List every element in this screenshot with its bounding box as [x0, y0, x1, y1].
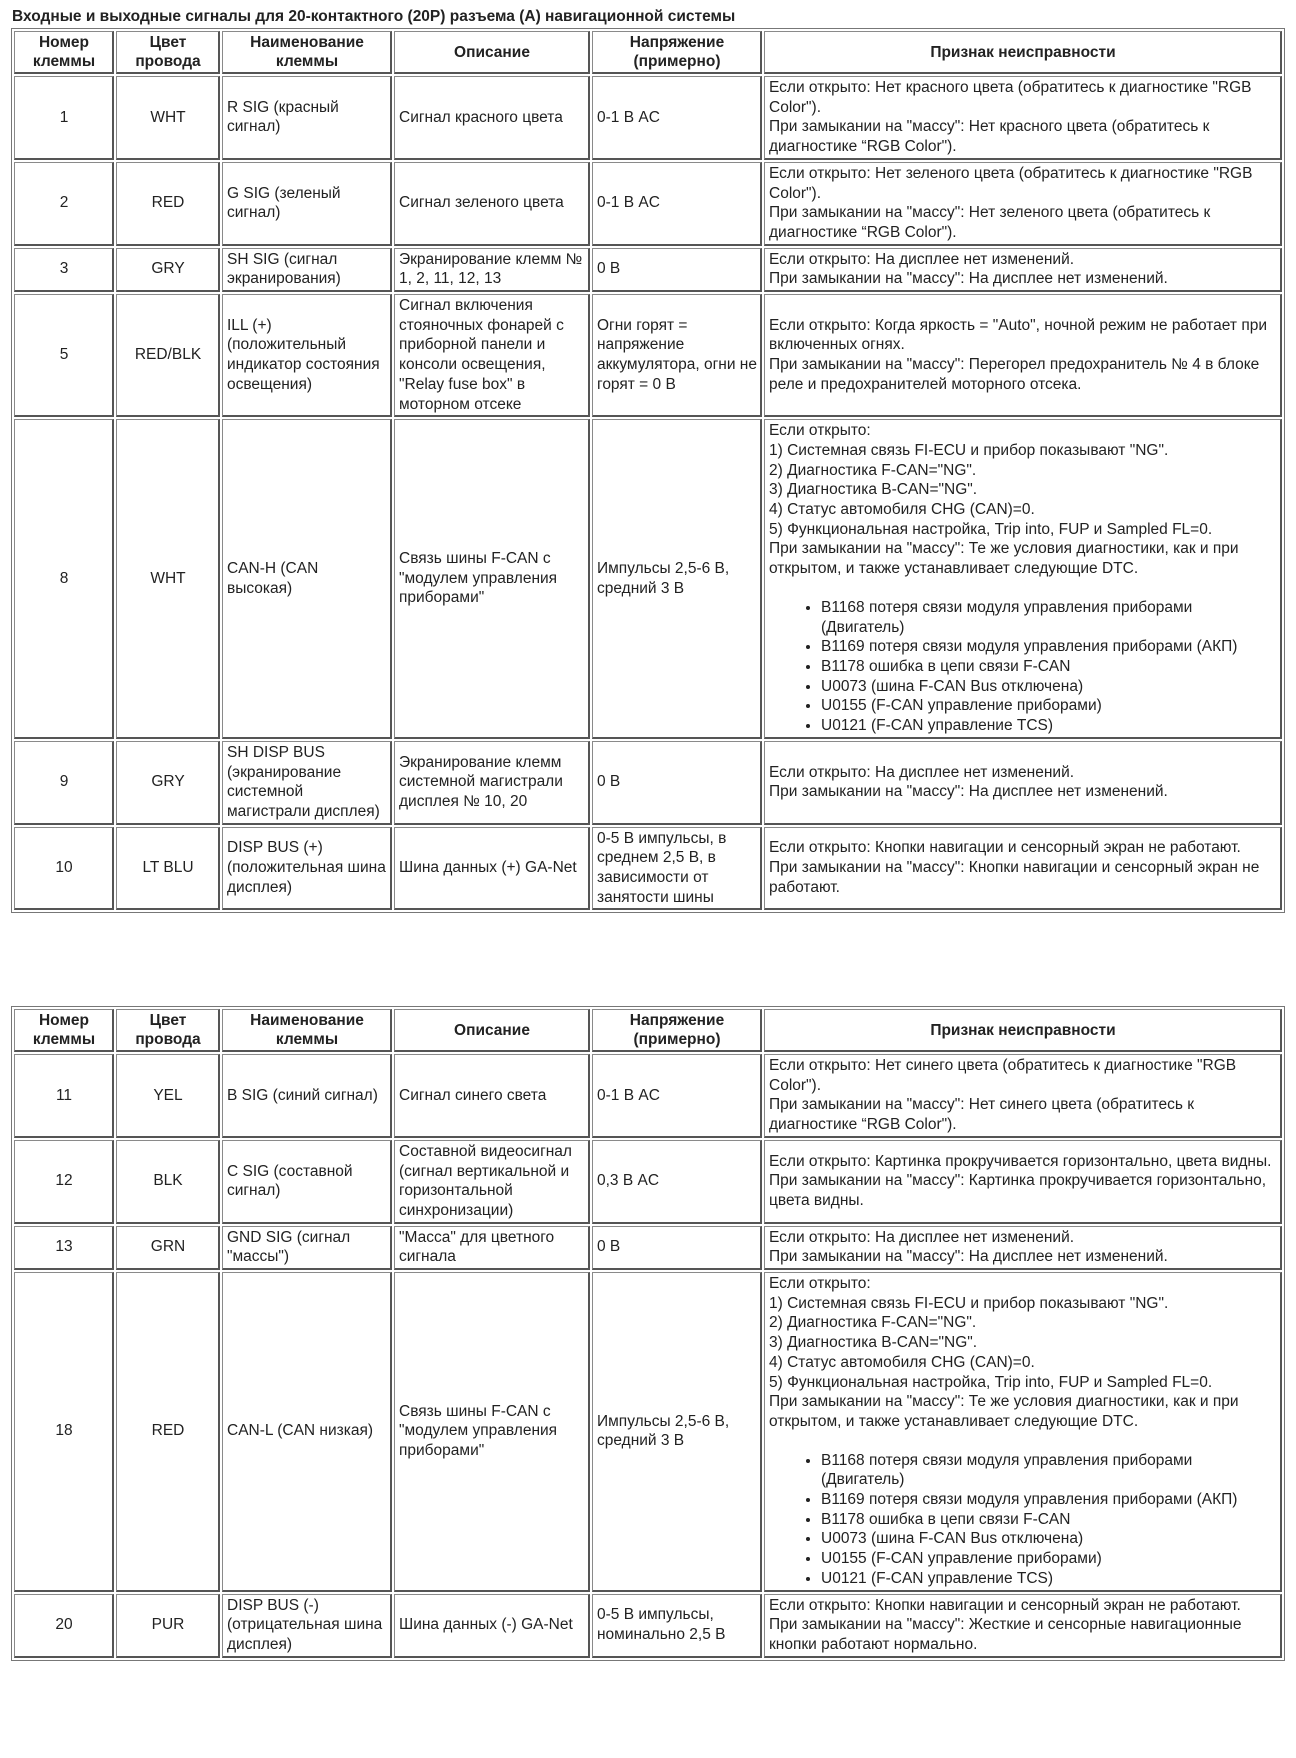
page-title: Входные и выходные сигналы для 20-контактного (20P) разъема (A) навигационной системы: [12, 8, 736, 25]
fault-cell: [764, 827, 1282, 911]
fault-line: Если открыто: На дисплее нет изменений.: [769, 763, 1075, 781]
description-cell: Связь шины F-CAN с "модулем управления приборами": [394, 419, 590, 739]
voltage-cell: 0 В: [592, 741, 762, 825]
dtc-list: [769, 598, 1277, 736]
dtc-list-item: • B1169 потеря связи модуля управления приборами (АКП): [821, 637, 1277, 657]
pin-number-cell: 18: [14, 1272, 114, 1592]
fault-line: При замыкании на "массу": На дисплее нет изменений.: [769, 270, 1168, 288]
fault-line: При замыкании на "массу": Картинка прокручивается горизонтально, цвета видны.: [769, 1172, 1267, 1210]
description-cell: Сигнал красного цвета: [394, 76, 590, 160]
fault-cell: [764, 1140, 1282, 1224]
terminal-name-cell: DISP BUS (-) (отрицательная шина дисплея): [222, 1594, 392, 1658]
terminal-name-cell: C SIG (составной сигнал): [222, 1140, 392, 1224]
table-row: [14, 1594, 1282, 1658]
header-desc: Описание: [394, 31, 590, 74]
fault-line: При замыкании на "массу": Перегорел предохранитель № 4 в блоке реле и предохранителей моторного отсека.: [769, 356, 1260, 393]
voltage-cell: 0,3 В AC: [592, 1140, 762, 1224]
fault-line: Если открыто: Нет зеленого цвета (обратитесь к диагностике "RGB Color").: [769, 164, 1253, 202]
terminal-name-cell: SH SIG (сигнал экранирования): [222, 248, 392, 292]
pin-number-cell: 12: [14, 1140, 114, 1224]
dtc-list-item: • B1169 потеря связи модуля управления приборами (АКП): [821, 1490, 1277, 1510]
terminal-name-cell: R SIG (красный сигнал): [222, 76, 392, 160]
pin-number-cell: 9: [14, 741, 114, 825]
header-name: Наименование клеммы: [222, 31, 392, 74]
terminal-name-cell: SH DISP BUS (экранирование системной магистрали дисплея): [222, 741, 392, 825]
table-row: [14, 1272, 1282, 1592]
terminal-name-cell: G SIG (зеленый сигнал): [222, 162, 392, 246]
table-row: [14, 162, 1282, 246]
fault-line: Если открыто: Кнопки навигации и сенсорный экран не работают.: [769, 839, 1241, 857]
terminal-name-cell: DISP BUS (+) (положительная шина дисплея): [222, 827, 392, 911]
header-wire: Цвет провода: [116, 31, 220, 74]
fault-line: При замыкании на "массу": Нет красного цвета (обратитесь к диагностике “RGB Color").: [769, 118, 1210, 156]
dtc-list-item: • U0121 (F-CAN управление TCS): [821, 1569, 1277, 1589]
table-row: [14, 76, 1282, 160]
fault-line: 5) Функциональная настройка, Trip into, FUP и Sampled FL=0.: [769, 1373, 1213, 1391]
terminal-name-cell: ILL (+) (положительный индикатор состояния освещения): [222, 294, 392, 417]
pin-number-cell: 13: [14, 1226, 114, 1270]
fault-line: Если открыто: Нет синего цвета (обратитесь к диагностике "RGB Color").: [769, 1057, 1237, 1094]
fault-line: 3) Диагностика B-CAN="NG".: [769, 481, 978, 499]
fault-line: Если открыто:: [769, 1275, 871, 1293]
fault-line: Если открыто: На дисплее нет изменений.: [769, 250, 1075, 268]
fault-line: При замыкании на "массу": Те же условия диагностики, как и при открытом, и также устанавливает следующие DTC.: [769, 1393, 1239, 1430]
wire-color-cell: GRN: [116, 1226, 220, 1270]
voltage-cell: 0-1 В AC: [592, 1054, 762, 1138]
description-cell: Сигнал включения стояночных фонарей с приборной панели и консоли освещения, "Relay fuse box" в моторном отсеке: [394, 294, 590, 417]
voltage-cell: 0-5 В импульсы, в среднем 2,5 В, в зависимости от занятости шины: [592, 827, 762, 911]
terminal-name-cell: CAN-L (CAN низкая): [222, 1272, 392, 1592]
pin-number-cell: 2: [14, 162, 114, 246]
table-row: [14, 294, 1282, 417]
terminal-name-cell: CAN-H (CAN высокая): [222, 419, 392, 739]
fault-line: Если открыто:: [769, 422, 871, 440]
header-wire: Цвет провода: [116, 1009, 220, 1052]
wire-color-cell: WHT: [116, 419, 220, 739]
dtc-list-item: • B1168 потеря связи модуля управления приборами (Двигатель): [821, 1451, 1277, 1490]
fault-line: Если открыто: Картинка прокручивается горизонтально, цвета видны.: [769, 1152, 1272, 1170]
pin-number-cell: 10: [14, 827, 114, 911]
description-cell: Связь шины F-CAN с "модулем управления приборами": [394, 1272, 590, 1592]
header-fault: Признак неисправности: [764, 1009, 1282, 1052]
fault-line: При замыкании на "массу": На дисплее нет изменений.: [769, 1248, 1168, 1266]
description-cell: "Масса" для цветного сигнала: [394, 1226, 590, 1270]
wire-color-cell: LT BLU: [116, 827, 220, 911]
voltage-cell: 0-1 В AC: [592, 162, 762, 246]
table-row: [14, 248, 1282, 292]
fault-line: 1) Системная связь FI-ECU и прибор показывают "NG".: [769, 441, 1169, 459]
fault-line: 4) Статус автомобиля CHG (CAN)=0.: [769, 501, 1035, 519]
pin-table-1: [11, 28, 1285, 913]
wire-color-cell: WHT: [116, 76, 220, 160]
fault-cell: [764, 294, 1282, 417]
wire-color-cell: PUR: [116, 1594, 220, 1658]
voltage-cell: Импульсы 2,5-6 В, средний 3 В: [592, 419, 762, 739]
fault-cell: [764, 1226, 1282, 1270]
header-name: Наименование клеммы: [222, 1009, 392, 1052]
fault-line: При замыкании на "массу": Нет синего цвета (обратитесь к диагностике “RGB Color").: [769, 1096, 1195, 1134]
description-cell: Шина данных (-) GA-Net: [394, 1594, 590, 1658]
table-row: [14, 1226, 1282, 1270]
terminal-name-cell: B SIG (синий сигнал): [222, 1054, 392, 1138]
voltage-cell: 0 В: [592, 1226, 762, 1270]
fault-line: 2) Диагностика F-CAN="NG".: [769, 1314, 977, 1332]
fault-line: Если открыто: На дисплее нет изменений.: [769, 1228, 1075, 1246]
wire-color-cell: RED: [116, 1272, 220, 1592]
dtc-list-item: • U0155 (F-CAN управление приборами): [821, 696, 1277, 716]
table-row: [14, 827, 1282, 911]
pin-number-cell: 3: [14, 248, 114, 292]
description-cell: Экранирование клемм системной магистрали дисплея № 10, 20: [394, 741, 590, 825]
header-fault: Признак неисправности: [764, 31, 1282, 74]
wire-color-cell: GRY: [116, 741, 220, 825]
voltage-cell: 0 В: [592, 248, 762, 292]
pin-number-cell: 1: [14, 76, 114, 160]
dtc-list-item: • U0121 (F-CAN управление TCS): [821, 716, 1277, 736]
pin-number-cell: 20: [14, 1594, 114, 1658]
fault-cell: [764, 162, 1282, 246]
pin-number-cell: 5: [14, 294, 114, 417]
fault-line: При замыкании на "массу": Нет зеленого цвета (обратитесь к диагностике “RGB Color").: [769, 204, 1211, 241]
terminal-name-cell: GND SIG (сигнал "массы"): [222, 1226, 392, 1270]
dtc-list-item: • U0073 (шина F-CAN Bus отключена): [821, 1529, 1277, 1549]
description-cell: Составной видеосигнал (сигнал вертикальной и горизонтальной синхронизации): [394, 1140, 590, 1224]
description-cell: Сигнал синего света: [394, 1054, 590, 1138]
table-row: [14, 741, 1282, 825]
dtc-list-item: • U0073 (шина F-CAN Bus отключена): [821, 677, 1277, 697]
fault-line: При замыкании на "массу": На дисплее нет изменений.: [769, 783, 1168, 801]
table-row: [14, 419, 1282, 739]
fault-line: При замыкании на "массу": Те же условия диагностики, как и при открытом, и также устанавливает следующие DTC.: [769, 540, 1239, 578]
description-cell: Экранирование клемм № 1, 2, 11, 12, 13: [394, 248, 590, 292]
voltage-cell: Импульсы 2,5-6 В, средний 3 В: [592, 1272, 762, 1592]
fault-line: Если открыто: Нет красного цвета (обратитесь к диагностике "RGB Color").: [769, 79, 1252, 116]
wire-color-cell: RED/BLK: [116, 294, 220, 417]
header-pin: Номер клеммы: [14, 31, 114, 74]
dtc-list-item: • B1178 ошибка в цепи связи F-CAN: [821, 657, 1277, 677]
wire-color-cell: YEL: [116, 1054, 220, 1138]
fault-line: 5) Функциональная настройка, Trip into, FUP и Sampled FL=0.: [769, 520, 1213, 538]
table-body: [14, 1054, 1282, 1658]
header-pin: Номер клеммы: [14, 1009, 114, 1052]
dtc-list-item: • U0155 (F-CAN управление приборами): [821, 1549, 1277, 1569]
fault-line: 4) Статус автомобиля CHG (CAN)=0.: [769, 1353, 1035, 1371]
pin-table-2: [11, 1006, 1285, 1661]
wire-color-cell: BLK: [116, 1140, 220, 1224]
table-row: [14, 1140, 1282, 1224]
pin-number-cell: 8: [14, 419, 114, 739]
fault-line: 1) Системная связь FI-ECU и прибор показывают "NG".: [769, 1294, 1169, 1312]
voltage-cell: 0-5 В импульсы, номинально 2,5 В: [592, 1594, 762, 1658]
description-cell: Шина данных (+) GA-Net: [394, 827, 590, 911]
fault-line: Если открыто: Кнопки навигации и сенсорный экран не работают.: [769, 1596, 1241, 1614]
fault-line: При замыкании на "массу": Кнопки навигации и сенсорный экран не работают.: [769, 859, 1260, 896]
fault-cell: [764, 1594, 1282, 1658]
pin-number-cell: 11: [14, 1054, 114, 1138]
dtc-list: [769, 1451, 1277, 1589]
fault-cell: [764, 76, 1282, 160]
fault-line: 3) Диагностика B-CAN="NG".: [769, 1334, 978, 1352]
header-volt: Напряжение (примерно): [592, 1009, 762, 1052]
table-body: [14, 76, 1282, 910]
fault-cell: [764, 1054, 1282, 1138]
wire-color-cell: RED: [116, 162, 220, 246]
voltage-cell: Огни горят = напряжение аккумулятора, огни не горят = 0 В: [592, 294, 762, 417]
fault-cell: [764, 419, 1282, 739]
header-desc: Описание: [394, 1009, 590, 1052]
fault-line: При замыкании на "массу": Жесткие и сенсорные навигационные кнопки работают нормально.: [769, 1616, 1242, 1653]
fault-cell: [764, 1272, 1282, 1592]
wire-color-cell: GRY: [116, 248, 220, 292]
table-row: [14, 1054, 1282, 1138]
description-cell: Сигнал зеленого цвета: [394, 162, 590, 246]
fault-line: 2) Диагностика F-CAN="NG".: [769, 461, 977, 479]
dtc-list-item: • B1168 потеря связи модуля управления приборами (Двигатель): [821, 598, 1277, 637]
dtc-list-item: • B1178 ошибка в цепи связи F-CAN: [821, 1510, 1277, 1530]
fault-line: Если открыто: Когда яркость = "Auto", ночной режим не работает при включенных огнях.: [769, 316, 1267, 354]
fault-cell: [764, 248, 1282, 292]
voltage-cell: 0-1 В AC: [592, 76, 762, 160]
fault-cell: [764, 741, 1282, 825]
header-volt: Напряжение (примерно): [592, 31, 762, 74]
